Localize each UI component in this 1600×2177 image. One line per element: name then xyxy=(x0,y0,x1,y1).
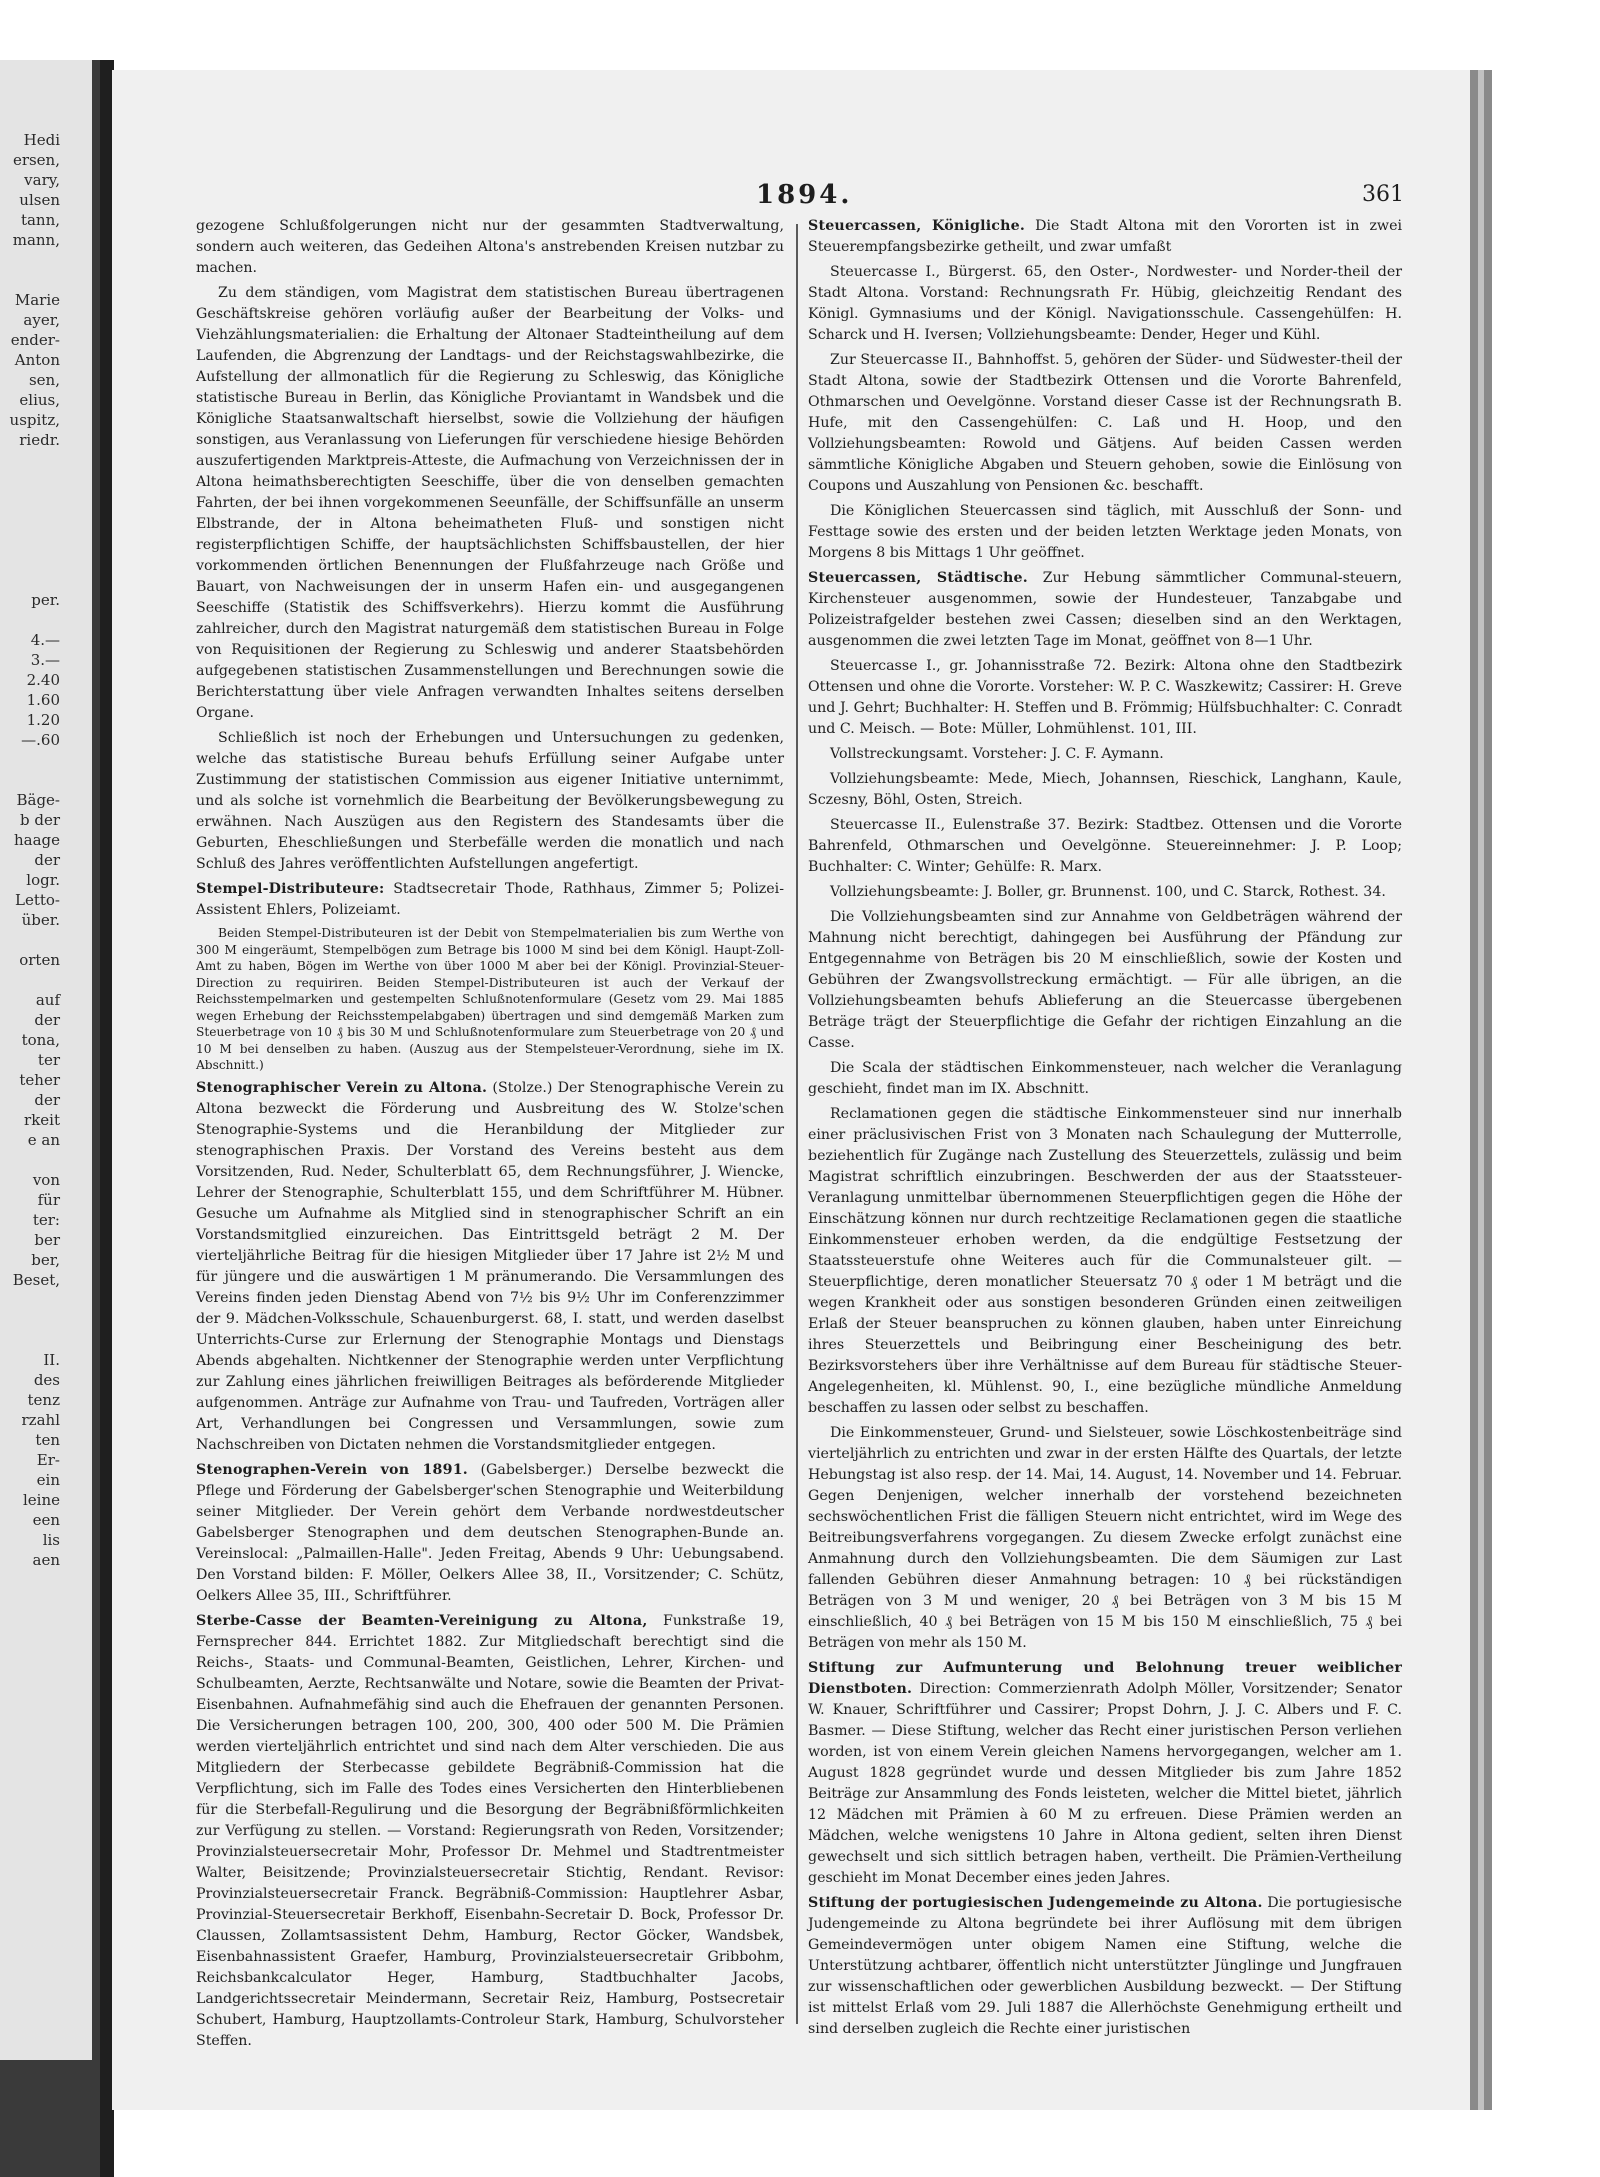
margin-text-fragment xyxy=(0,550,64,570)
margin-text-fragment xyxy=(0,530,64,550)
margin-text-fragment: 1.20 xyxy=(26,711,60,729)
margin-text-fragment: der xyxy=(34,1091,60,1109)
margin-text-fragment: tenz xyxy=(27,1391,60,1409)
right-column-entry-text: Steuercasse I., Bürgerst. 65, den Oster-, Nordwester- und Norder-theil der Stadt Altona. Vorstand: Rechnungsrath Fr. Hübig, gleichzeitig Rendant des Königl. Gymnasiums und der Königl. Navigationsschule. Cassengehülfen: H. Scharck und H. Iversen; Vollziehungsbeamte: Dender, Heger und Kühl. xyxy=(808,264,1402,343)
left-column-paragraph xyxy=(196,1460,784,1607)
left-column-paragraph xyxy=(196,728,784,875)
left-column-entry-text: gezogene Schlußfolgerungen nicht nur der gesammten Stadtverwaltung, sondern auch weiteren, das Gedeihen Altona's anstrebenden Kreisen nutzbar zu machen. xyxy=(196,218,784,276)
margin-text-fragment: mann, xyxy=(12,231,60,249)
margin-text-fragment: ber xyxy=(34,1231,60,1249)
right-column-entry-text: Die Vollziehungsbeamten sind zur Annahme von Geldbeträgen während der Mahnung nicht berechtigt, dahingegen bei Ausführung der Pfändung zur Entgegennahme von Beträgen bis 20 M einschließlich, sowie der Kosten und Gebühren der Zwangsvollstreckung ermächtigt. — Für alle übrigen, an die Vollziehungsbeamten behufs Ablieferung an die Steuercasse übergebenen Beträge trägt der Steuerpflichtige die Gefahr der richtigen Einzahlung an die Casse. xyxy=(808,909,1402,1051)
margin-text-fragment xyxy=(0,1310,64,1330)
margin-text-fragment: Er- xyxy=(36,1451,60,1469)
margin-text-fragment: sen, xyxy=(28,371,60,389)
right-column-paragraph xyxy=(808,769,1402,811)
margin-text-fragment: een xyxy=(32,1511,60,1529)
margin-text-fragment xyxy=(0,1150,64,1170)
right-column-entry-heading: Stiftung zur Aufmunterung und Belohnung treuer weiblicher Dienstboten. xyxy=(808,1660,1402,1697)
margin-text-fragment xyxy=(0,510,64,530)
margin-text-fragment: rkeit xyxy=(24,1111,60,1129)
margin-text-fragment: ter xyxy=(37,1051,60,1069)
margin-text-fragment xyxy=(0,570,64,590)
right-column-paragraph xyxy=(808,907,1402,1054)
right-column-entry-text: Die portugiesische Judengemeinde zu Altona begründete bei ihrer Auflösung mit dem übrigen Gemeindevermögen unter obigem Namen eine Stiftung, welche die Unterstützung achtbarer, öffentlich nicht unterstützter Jünglinge und Jungfrauen zur wissenschaftlichen oder gewerblichen Ausbildung bezweckt. — Der Stiftung ist mittelst Erlaß vom 29. Juli 1887 die Allerhöchste Genehmigung ertheilt und sind derselben zugleich die Rechte einer juristischen xyxy=(808,1895,1402,2037)
page-year: 1894. xyxy=(756,180,853,210)
margin-text-fragment: der xyxy=(34,851,60,869)
margin-text-fragment: per. xyxy=(31,591,60,609)
margin-text-fragment xyxy=(0,610,64,630)
margin-text-fragment: ayer, xyxy=(23,311,60,329)
margin-text-fragment: tona, xyxy=(21,1031,60,1049)
right-column-entry-heading: Steuercassen, Königliche. xyxy=(808,218,1026,234)
margin-text-fragment: uspitz, xyxy=(9,411,60,429)
right-column-paragraph xyxy=(808,568,1402,652)
margin-text-fragment: für xyxy=(37,1191,60,1209)
right-column-paragraph xyxy=(808,1423,1402,1654)
right-column-paragraph xyxy=(808,882,1402,903)
margin-text-fragment: vary, xyxy=(24,171,60,189)
left-column-entry-text: (Stolze.) Der Stenographische Verein zu Altona bezweckt die Förderung und Ausbreitung des W. Stolze'schen Stenographie-Systems und die Heranbildung der Mitglieder zur stenographischen Praxis. Der Vorstand des Vereins besteht aus dem Vorsitzenden, Rud. Neder, Schulterblatt 65, dem Rechnungsführer, J. Wiencke, Lehrer der Stenographie, Schulterblatt 155, und dem Schriftführer M. Hübner. Gesuche um Aufnahme als Mitglied sind in stenographischer Schrift an ein Vorstandsmitglied einzureichen. Das Eintrittsgeld beträgt 2 M. Der vierteljährliche Beitrag für die hiesigen Mitglieder über 17 Jahre ist 2½ M und für jüngere und die auswärtigen 1 M pränumerando. Die Versammlungen des Vereins finden jeden Dienstag Abend von 7½ bis 9½ Uhr im Conferenzzimmer der 9. Mädchen-Volksschule, Schauenburgerst. 68, I. statt, und werden daselbst Unterrichts-Curse zur Erlernung der Stenographie Montags und Dienstags Abends abgehalten. Nichtkenner der Stenographie werden unter Verpflichtung zur Zahlung eines jährlichen freiwilligen Beitrages als beförderende Mitglieder aufgenommen. Anträge zur Aufnahme von Trau- und Taufreden, Vorträgen aller Art, Verhandlungen bei Congressen und Versammlungen, sowie zum Nachschreiben von Dictaten nehmen die Vorstandsmitglieder entgegen. xyxy=(196,1079,784,1453)
left-column-entry-heading: Stempel-Distributeure: xyxy=(196,881,385,897)
right-column-entry-text: Steuercasse I., gr. Johannisstraße 72. Bezirk: Altona ohne den Stadtbezirk Ottensen und ohne die Vororte. Vorsteher: W. P. C. Waszkewitz; Cassirer: H. Greve und J. Gehrt; Buchhalter: H. Steffen und B. Frömmig; Hülfsbuchhalter: C. Conradt und C. Meisch. — Bote: Müller, Lohmühlenst. 101, III. xyxy=(808,658,1402,737)
margin-text-fragment: 3.— xyxy=(30,651,60,669)
margin-text-fragment: orten xyxy=(19,951,60,969)
margin-text-fragment: e an xyxy=(27,1131,60,1149)
left-column-paragraph xyxy=(196,1078,784,1456)
margin-text-fragment: der xyxy=(34,1011,60,1029)
margin-text-fragment xyxy=(0,490,64,510)
margin-text-fragment: lis xyxy=(42,1531,60,1549)
right-column-entry-text: Vollstreckungsamt. Vorsteher: J. C. F. Aymann. xyxy=(830,746,1164,762)
margin-text-fragment: aen xyxy=(32,1551,60,1569)
right-column-paragraph xyxy=(808,1104,1402,1419)
margin-text-fragment: Letto- xyxy=(15,891,60,909)
right-column-paragraph xyxy=(808,216,1402,258)
page-body xyxy=(196,180,1406,2049)
margin-text-fragment: über. xyxy=(21,911,60,929)
margin-text-fragment: auf xyxy=(35,991,60,1009)
margin-text-fragment: Hedi xyxy=(23,131,60,149)
margin-text-fragment: Beset, xyxy=(12,1271,60,1289)
margin-text-fragment xyxy=(0,750,64,770)
margin-text-fragment: ersen, xyxy=(12,151,60,169)
right-column-entry-heading: Stiftung der portugiesischen Judengemeinde zu Altona. xyxy=(808,1895,1263,1911)
right-column-entry-text: Die Stadt Altona mit den Vororten ist in zwei Steuerempfangsbezirke getheilt, und zwar umfaßt xyxy=(808,218,1402,255)
right-column-entry-text: Reclamationen gegen die städtische Einkommensteuer sind nur innerhalb einer präclusivischen Frist von 3 Monaten nach Schaulegung der Mutterrolle, beziehentlich für Zugänge nach Zustellung des Steuerzettels, zulässig und beim Magistrat schriftlich einzubringen. Beschwerden der aus der Staatssteuer-Veranlagung unmittelbar übernommenen Steuerpflichtigen gegen die Höhe der Einschätzung können nur durch rechtzeitige Reclamationen gegen die staatliche Einkommensteuer erhoben werden, da die endgültige Festsetzung der Staatssteuerstufe ohne Weiteres auch für die Communalsteuer gilt. — Steuerpflichtige, deren monatlicher Steuersatz 70 ₰ oder 1 M beträgt und die wegen Krankheit oder aus sonstigen besonderen Gründen einen zeitweiligen Erlaß der Steuer beanspruchen zu können glauben, haben unter Einreichung ihres Steuerzettels und Beibringung einer Bescheinigung des betr. Bezirksvorstehers über ihre Verhältnisse auf dem Bureau für städtische Steuer-Angelegenheiten, kl. Mühlenst. 90, I., eine bezügliche mündliche Anmeldung beschaffen zu lassen oder selbst zu beschaffen. xyxy=(808,1106,1402,1416)
right-column-paragraph xyxy=(808,262,1402,346)
margin-text-fragment xyxy=(0,1290,64,1310)
right-column-entry-text: Die Königlichen Steuercassen sind täglich, mit Ausschluß der Sonn- und Festtage sowie des ersten und der beiden letzten Werktage jeden Monats, von Morgens 8 bis Mittags 1 Uhr geöffnet. xyxy=(808,503,1402,561)
margin-text-fragment xyxy=(0,450,64,470)
page-edge-highlight xyxy=(1478,70,1484,2110)
margin-text-fragment: b der xyxy=(19,811,60,829)
margin-text-fragment: 2.40 xyxy=(26,671,60,689)
right-column-entry-text: Zur Steuercasse II., Bahnhoffst. 5, gehören der Süder- und Südwester-theil der Stadt Altona, sowie der Stadtbezirk Ottensen und die Vororte Bahrenfeld, Othmarschen und Oevelgönne. Vorstand dieser Casse ist der Rechnungsrath B. Hufe, mit den Cassengehülfen: C. Laß und H. Hoop, und den Vollziehungsbeamten: Rowold und Gätjens. Auf beiden Cassen werden sämmtliche Königliche Abgaben und Steuern gehoben, sowie die Einlösung von Coupons und Auszahlung von Pensionen &c. beschafft. xyxy=(808,352,1402,494)
book-gutter xyxy=(100,60,114,2177)
left-column-entry-heading: Stenographischer Verein zu Altona. xyxy=(196,1079,488,1096)
right-column-paragraph xyxy=(808,815,1402,878)
margin-text-fragment: haage xyxy=(13,831,60,849)
left-column-paragraph xyxy=(196,216,784,279)
right-column-paragraph xyxy=(808,1058,1402,1100)
left-column-entry-text: (Gabelsberger.) Derselbe bezweckt die Pflege und Förderung der Gabelsberger'schen Stenographie und Weiterbildung seiner Mitglieder. Der Verein gehört dem Verbande nordwestdeutscher Gabelsberger Stenographen und dem deutschen Stenographen-Bunde an. Vereinslocal: „Palmaillen-Halle". Jeden Freitag, Abends 9 Uhr: Uebungsabend. Den Vorstand bilden: F. Möller, Oelkers Allee 38, II., Vorsitzender; C. Schütz, Oelkers Allee 35, III., Schriftführer. xyxy=(196,1461,784,1604)
margin-text-fragment: 1.60 xyxy=(26,691,60,709)
right-column-entry-text: Vollziehungsbeamte: J. Boller, gr. Brunnenst. 100, und C. Starck, Rothest. 34. xyxy=(830,884,1386,900)
right-column-paragraph xyxy=(808,656,1402,740)
margin-text-fragment xyxy=(0,930,64,950)
margin-text-fragment: riedr. xyxy=(19,431,60,449)
margin-text-fragment: Bäge- xyxy=(16,791,60,809)
left-column-entry-text: Funkstraße 19, Fernsprecher 844. Errichtet 1882. Zur Mitgliedschaft berechtigt sind die Reichs-, Staats- und Communal-Beamten, Geistlichen, Lehrer, Kirchen- und Schulbeamten, Aerzte, Rechtsanwälte und Notare, sowie die Beamten der Privat-Eisenbahnen. Aufnahmefähig sind auch die Ehefrauen der genannten Personen. Die Versicherungen betragen 100, 200, 300, 400 oder 500 M. Die Prämien werden vierteljährlich entrichtet und sind nach dem Alter verschieden. Die aus Mitgliedern der Sterbecasse gebildete Begräbniß-Commission hat die Verpflichtung, sich im Falle des Todes eines Versicherten den Hinterbliebenen für die Sterbefall-Regulirung und die Besorgung der Begräbnißförmlichkeiten zur Verfügung zu stellen. — Vorstand: Regierungsrath von Reden, Vorsitzender; Provinzialsteuersecretair Mohr, Professor Dr. Mehmel und Stadtrentmeister Walter, Beisitzende; Provinzialsteuersecretair Stichtig, Rendant. Revisor: Provinzialsteuersecretair Franck. Begräbniß-Commission: Hauptlehrer Asbar, Provinzial-Steuersecretair Berkhoff, Eisenbahn-Secretair D. Bock, Professor Dr. Claussen, Zollamtsassistent Dehm, Hamburg, Rector Göcker, Wandsbek, Eisenbahnassistent Graefer, Hamburg, Provinzialsteuersecretair Gribbohm, Reichsbankcalculator Heger, Hamburg, Stadtbuchhalter Jacobs, Landgerichtssecretair Meindermann, Secretair Reiz, Hamburg, Postsecretair Schubert, Hamburg, Hauptzollamts-Controleur Stark, Hamburg, Schulvorsteher Steffen. xyxy=(196,1612,784,2049)
right-column-entry-text: Die Scala der städtischen Einkommensteuer, nach welcher die Veranlagung geschieht, findet man im IX. Abschnitt. xyxy=(808,1060,1402,1097)
margin-text-fragment xyxy=(0,270,64,290)
margin-text-fragment xyxy=(0,770,64,790)
margin-text-fragment: des xyxy=(33,1371,60,1389)
margin-text-fragment: ender- xyxy=(10,331,60,349)
margin-text-fragment: ber, xyxy=(31,1251,60,1269)
right-column-paragraph xyxy=(808,1658,1402,1889)
right-column-entry-heading: Steuercassen, Städtische. xyxy=(808,570,1028,586)
right-column-paragraph xyxy=(808,501,1402,564)
left-column-entry-heading: Stenographen-Verein von 1891. xyxy=(196,1461,468,1478)
margin-text-fragment xyxy=(0,1330,64,1350)
left-column-entry-text: Zu dem ständigen, vom Magistrat dem statistischen Bureau übertragenen Geschäftskreise gehören vorläufig außer der Bearbeitung der Volks- und Viehzählungsmaterialien: die Erhaltung der Altonaer Stadteintheilung auf dem Laufenden, die Abgrenzung der Landtags- und der Reichstagswahlbezirke, die Aufstellung der allmonatlich für die Regierung zu Schleswig, das Königliche statistische Bureau in Berlin, das Königliche Proviantamt in Wandsbek und die Königliche Staatsanwaltschaft hierselbst, sowie die Vollziehung der häufigen sonstigen, aus Veranlassung von Lieferungen für verschiedene hiesige Behörden auszufertigenden Marktpreis-Atteste, die Aufmachung von Verzeichnissen der in Altona heimathsberechtigten Seeschiffe, über die von denselben gemachten Fahrten, der bei ihnen vorgekommenen Seeunfälle, der Schiffsunfälle an unserm Elbstrande, der in Altona beheimatheten Fluß- und sonstigen nicht registerpflichtigen Schiffe, der hauptsächlichsten Schiffsbaustellen, der hier vorkommenden örtlichen Benennungen der Flußfahrzeuge nach Größe und Bauart, von Nachweisungen der in unserm Hafen ein- und ausgegangenen Seeschiffe (Statistik des Schiffsverkehrs). Hierzu kommt die Ausführung zahlreicher, durch den Magistrat naturgemäß dem statistischen Bureau in Folge von Requisitionen der Regierung zu Schleswig und anderer Staatsbehörden aufgegebenen statistischen Zusammenstellungen und Berechnungen sowie die Berichterstattung über viele Anfragen verwandten Inhaltes seitens derselben Organe. xyxy=(196,285,784,721)
margin-text-fragment: leine xyxy=(22,1491,60,1509)
right-column-entry-text: Zur Hebung sämmtlicher Communal-steuern, Kirchensteuer ausgenommen, sowie der Hundesteuer, Tanzabgabe und Polizeistrafgelder bestehen zwei Cassen; dieselben sind an den Werktagen, ausgenommen die zwei letzten Tage im Monat, geöffnet von 8—1 Uhr. xyxy=(808,570,1402,649)
left-column-paragraph xyxy=(196,879,784,921)
right-column-entry-text: Die Einkommensteuer, Grund- und Sielsteuer, sowie Löschkostenbeiträge sind vierteljährlich zu entrichten und zwar in der ersten Hälfte des Quartals, der letzte Hebungstag ist also resp. der 14. Mai, 14. August, 14. November und 14. Februar. Gegen Denjenigen, welcher innerhalb der vorstehend bezeichneten sechswöchentlichen Frist die fälligen Steuern nicht entrichtet, wird im Wege des Beitreibungsverfahrens vorgegangen. Zu diesem Zwecke erfolgt zunächst eine Anmahnung durch den Vollziehungsbeamten. Die dem Säumigen zur Last fallenden Gebühren dieser Anmahnung betragen: 10 ₰ bei rückständigen Beträgen von 3 M und weniger, 20 ₰ bei Beträgen von 3 M bis 15 M einschließlich, 40 ₰ bei Beträgen von 15 M bis 150 M einschließlich, 75 ₰ bei Beträgen von mehr als 150 M. xyxy=(808,1425,1402,1651)
margin-text-fragment: rzahl xyxy=(21,1411,60,1429)
margin-text-fragment xyxy=(0,470,64,490)
margin-text-fragment: —.60 xyxy=(21,731,60,749)
margin-text-fragment: II. xyxy=(43,1351,60,1369)
right-column-paragraph xyxy=(808,350,1402,497)
page-number: 361 xyxy=(1362,182,1404,207)
column-divider xyxy=(796,224,798,2024)
margin-text-fragment: teher xyxy=(19,1071,60,1089)
left-column-entry-text: Beiden Stempel-Distributeuren ist der Debit von Stempelmaterialien bis zum Werthe von 300 M eingeräumt, Stempelbögen zum Betrage bis 1000 M sind bei dem Königl. Haupt-Zoll-Amt zu haben, Bögen im Werthe von über 1000 M aber bei der Königl. Provinzial-Steuer-Direction zu requiriren. Beiden Stempel-Distributeuren ist auch der Verkauf der Reichsstempelmarken und gestempelten Schlußnotenformulare (Gesetz vom 29. Mai 1885 wegen Erhebung der Reichsstempelabgaben) übertragen und sind demgemäß Marken zum Steuerbetrage von 10 ₰ bis 30 M und Schlußnotenformulare zum Steuerbetrage von 20 ₰ und 10 M bei denselben zu haben. (Auszug aus der Stempelsteuer-Verordnung, siehe im IX. Abschnitt.) xyxy=(196,926,784,1072)
margin-text-fragment: Marie xyxy=(14,291,60,309)
right-column-entry-text: Vollziehungsbeamte: Mede, Miech, Johannsen, Rieschick, Langhann, Kaule, Sczesny, Böhl, Osten, Streich. xyxy=(808,771,1402,808)
right-column-paragraph xyxy=(808,1893,1402,2040)
margin-text-fragment: ulsen xyxy=(19,191,60,209)
right-column-paragraph xyxy=(808,744,1402,765)
right-column xyxy=(808,216,1402,2037)
right-column-entry-text: Steuercasse II., Eulenstraße 37. Bezirk: Stadtbez. Ottensen und die Vororte Bahrenfeld, Othmarschen und Oevelgönne. Steuereinnehmer: J. P. Loop; Buchhalter: C. Winter; Gehülfe: R. Marx. xyxy=(808,817,1402,875)
margin-text-fragment: ten xyxy=(35,1431,60,1449)
margin-text-fragment: ein xyxy=(36,1471,60,1489)
margin-text-fragment: tann, xyxy=(20,211,60,229)
margin-text-fragment: Anton xyxy=(14,351,60,369)
left-column-entry-text: Schließlich ist noch der Erhebungen und Untersuchungen zu gedenken, welche das statistische Bureau behufs Erfüllung seiner Aufgabe unter Zustimmung der statistischen Commission aus eigener Initiative unternimmt, und als solche ist vornehmlich die Bearbeitung der Bevölkerungsbewegung zu erwähnen. Nach Auszügen aus den Registern des Standesamts über die Geburten, Eheschließungen und Sterbefälle werden die monatlich und nach Schluß des Jahres veröffentlichten Aufstellungen angefertigt. xyxy=(196,730,784,872)
left-column-paragraph xyxy=(196,925,784,1074)
left-column-entry-text: Stadtsecretair Thode, Rathhaus, Zimmer 5; Polizei-Assistent Ehlers, Polizeiamt. xyxy=(196,881,784,918)
margin-text-fragment: ter: xyxy=(32,1211,60,1229)
margin-text-fragment: logr. xyxy=(26,871,60,889)
margin-text-fragment xyxy=(0,970,64,990)
margin-text-fragment: 4.— xyxy=(30,631,60,649)
adjacent-page-margin xyxy=(0,130,64,2030)
right-column-entry-text: Direction: Commerzienrath Adolph Möller, Vorsitzender; Senator W. Knauer, Schriftführer und Cassirer; Propst Dohrn, J. J. C. Albers und F. C. Basmer. — Diese Stiftung, welcher das Recht einer juristischen Person verliehen worden, ist von einem Verein gleichen Namens hervorgegangen, welcher am 1. August 1828 gegründet wurde und dessen Mitglieder bis zum Jahre 1852 Beiträge zur Ansammlung des Fonds leisteten, welcher die Mittel bietet, jährlich 12 Mädchen mit Prämien à 60 M zu erfreuen. Diese Prämien werden an Mädchen, welche wenigstens 10 Jahre in Altona gedient, selten ihren Dienst gewechselt und sich sittlich betragen haben, vertheilt. Die Prämien-Vertheilung geschieht im Monat December eines jeden Jahres. xyxy=(808,1681,1402,1886)
margin-text-fragment xyxy=(0,250,64,270)
margin-text-fragment: elius, xyxy=(19,391,60,409)
left-column-paragraph xyxy=(196,1611,784,2052)
left-column xyxy=(196,216,784,2049)
margin-text-fragment: von xyxy=(32,1171,60,1189)
left-column-paragraph xyxy=(196,283,784,724)
left-column-entry-heading: Sterbe-Casse der Beamten-Vereinigung zu Altona, xyxy=(196,1612,648,1629)
